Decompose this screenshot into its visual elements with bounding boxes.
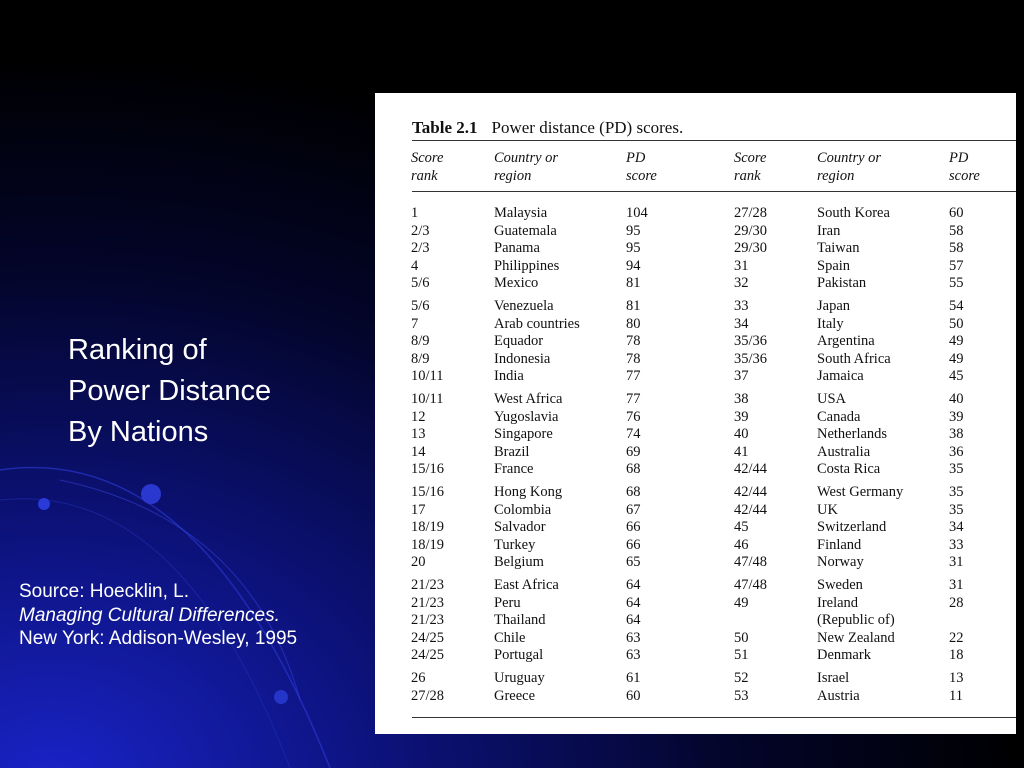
table-cell: Italy (817, 315, 844, 332)
table-cell: 40 (734, 426, 749, 443)
table-cell: 35/36 (734, 333, 768, 350)
table-cell: 10/11 (411, 391, 444, 407)
table-cell: 8/9 (411, 333, 430, 350)
source-citation (19, 580, 297, 651)
column-header: score (949, 168, 980, 184)
table-cell: Equador (494, 333, 544, 350)
table-cell: 51 (734, 647, 749, 664)
bottom-rule (412, 717, 1016, 718)
table-cell: 45 (949, 368, 964, 385)
table-cell: Yugoslavia (494, 408, 559, 425)
table-cell: 39 (734, 408, 749, 425)
table-cell: 47/48 (734, 554, 768, 571)
table-cell: Canada (817, 408, 861, 425)
table-cell: Taiwan (817, 240, 860, 257)
table-cell: 58 (949, 222, 964, 239)
table-cell: 18/19 (411, 519, 445, 536)
table-cell: 50 (734, 629, 749, 646)
table-cell: 64 (626, 594, 641, 611)
table-cell: 63 (626, 629, 641, 646)
column-header: rank (734, 168, 761, 184)
column-header: Country or (494, 150, 559, 166)
table-cell: 47/48 (734, 577, 768, 593)
table-cell: Portugal (494, 647, 544, 664)
table-label: Table 2.1 (412, 118, 478, 137)
table-cell: Brazil (494, 443, 530, 460)
table-cell: India (494, 368, 524, 385)
table-cell: 65 (626, 554, 641, 571)
column-header: Score (734, 150, 767, 166)
table-cell: Israel (817, 670, 850, 686)
table-cell: 49 (734, 594, 749, 611)
table-cell: Arab countries (494, 315, 580, 332)
column-header: Score (411, 150, 444, 166)
table-cell: 74 (626, 426, 641, 443)
column-header: Country or (817, 150, 882, 166)
column-header: region (817, 168, 855, 184)
table-cell: 60 (949, 205, 964, 221)
table-cell: 17 (411, 501, 426, 518)
table-cell: 78 (626, 333, 641, 350)
source-publisher: New York: Addison-Wesley, 1995 (19, 628, 298, 649)
table-cell: Austria (817, 687, 860, 704)
table-cell: 77 (626, 368, 641, 385)
table-cell: 29/30 (734, 222, 768, 239)
table-cell: Thailand (494, 612, 546, 629)
table-cell: 22 (949, 629, 964, 646)
table-cell: 15/16 (411, 461, 445, 478)
table-cell: 38 (734, 391, 749, 407)
table-cell: Malaysia (494, 205, 548, 221)
slide-title (68, 330, 271, 453)
table-cell: Panama (494, 240, 540, 257)
table-cell: Iran (817, 222, 841, 239)
table-cell: 31 (949, 577, 964, 593)
table-cell: 42/44 (734, 501, 768, 518)
table-cell: 35 (949, 461, 964, 478)
table-cell: Peru (494, 594, 521, 611)
table-cell: 21/23 (411, 577, 445, 593)
table-cell: Singapore (494, 426, 553, 443)
table-cell: Salvador (494, 519, 546, 536)
table-cell: 36 (949, 443, 964, 460)
table-cell: 49 (949, 333, 964, 350)
table-cell: 58 (949, 240, 964, 257)
top-rule (412, 140, 1016, 141)
table-cell: 20 (411, 554, 426, 571)
table-cell: Chile (494, 629, 526, 646)
table-cell: 95 (626, 240, 641, 257)
column-header: rank (411, 168, 438, 184)
table-cell: Uruguay (494, 670, 545, 686)
table-cell: 28 (949, 594, 964, 611)
column-header: PD (949, 150, 969, 166)
table-cell: Jamaica (817, 368, 864, 385)
table-cell: West Germany (817, 484, 904, 500)
table-cell: South Africa (817, 350, 891, 367)
table-cell: France (494, 461, 534, 478)
table-cell: 81 (626, 298, 641, 314)
table-cell: 39 (949, 408, 964, 425)
table-cell: 55 (949, 275, 964, 292)
table-cell: Mexico (494, 275, 539, 292)
table-cell: 35 (949, 501, 964, 518)
table-cell: Indonesia (494, 350, 551, 367)
table-cell: West Africa (494, 391, 563, 407)
table-cell: Japan (817, 298, 851, 314)
table-cell: 24/25 (411, 647, 445, 664)
table-cell: 104 (626, 205, 648, 221)
table-cell: 11 (949, 687, 963, 704)
table-cell: 60 (626, 687, 641, 704)
slide-title-line: Power Distance (68, 375, 272, 407)
table-cell: 31 (734, 257, 749, 274)
table-cell: 27/28 (411, 687, 445, 704)
table-cell: Denmark (817, 647, 871, 664)
table-cell: 13 (949, 670, 964, 686)
table-cell: 41 (734, 443, 749, 460)
table-cell: 42/44 (734, 484, 768, 500)
table-cell: Colombia (494, 501, 552, 518)
table-cell: Venezuela (494, 298, 554, 314)
table-cell: 52 (734, 670, 749, 686)
table-cell: 10/11 (411, 368, 444, 385)
table-cell: 13 (411, 426, 426, 443)
column-header: score (626, 168, 657, 184)
source-author: Source: Hoecklin, L. (19, 581, 190, 602)
table-cell: Greece (494, 687, 536, 704)
table-cell: 67 (626, 501, 641, 518)
table-cell: 64 (626, 612, 641, 629)
table-cell: 53 (734, 687, 749, 704)
table-cell: 18/19 (411, 536, 445, 553)
table-cell: 64 (626, 577, 641, 593)
table-cell: 78 (626, 350, 641, 367)
table-cell: 4 (411, 257, 419, 274)
table-cell: 80 (626, 315, 641, 332)
table-cell: 8/9 (411, 350, 430, 367)
table-cell: Sweden (817, 577, 863, 593)
column-header: region (494, 168, 532, 184)
table-cell: Turkey (494, 536, 536, 553)
table-cell: 68 (626, 484, 641, 500)
table-cell: 5/6 (411, 298, 430, 314)
column-header: PD (626, 150, 646, 166)
table-cell: 5/6 (411, 275, 430, 292)
table-cell: New Zealand (817, 629, 895, 646)
table-cell: Guatemala (494, 222, 557, 239)
power-distance-table (375, 93, 1016, 734)
table-cell: 2/3 (411, 222, 430, 239)
header-rule (412, 191, 1016, 192)
table-cell: Ireland (817, 594, 859, 611)
table-cell: Spain (817, 257, 851, 274)
table-cell: 49 (949, 350, 964, 367)
table-cell: 35/36 (734, 350, 768, 367)
table-cell: 33 (949, 536, 964, 553)
table-cell: Pakistan (817, 275, 867, 292)
table-cell: 63 (626, 647, 641, 664)
table-cell: USA (817, 391, 847, 407)
table-cell: 50 (949, 315, 964, 332)
table-cell: UK (817, 501, 838, 518)
table-cell: 7 (411, 315, 419, 332)
table-cell: East Africa (494, 577, 559, 593)
table-cell: 34 (949, 519, 964, 536)
table-cell: 42/44 (734, 461, 768, 478)
table-cell: 94 (626, 257, 641, 274)
table-cell: 69 (626, 443, 641, 460)
table-cell: 76 (626, 408, 641, 425)
table-cell: 21/23 (411, 612, 445, 629)
source-book-title: Managing Cultural Differences. (19, 604, 280, 626)
table-cell: 77 (626, 391, 641, 407)
table-cell: Argentina (817, 333, 875, 350)
table-cell: 12 (411, 408, 426, 425)
table-cell: 21/23 (411, 594, 445, 611)
table-cell: 57 (949, 257, 964, 274)
table-cell: (Republic of) (817, 612, 895, 629)
table-cell: 26 (411, 670, 426, 686)
table-cell: 1 (411, 205, 419, 221)
slide-title-line: Ranking of (68, 334, 207, 366)
table-cell: 14 (411, 443, 426, 460)
table-cell: 27/28 (734, 205, 768, 221)
table-cell: 31 (949, 554, 964, 571)
table-cell: Australia (817, 443, 871, 460)
table-cell: Netherlands (817, 426, 888, 443)
table-cell: Philippines (494, 257, 560, 274)
table-cell: 32 (734, 275, 749, 292)
table-caption-text: Power distance (PD) scores. (491, 118, 684, 137)
table-cell: 66 (626, 519, 641, 536)
table-cell: 34 (734, 315, 749, 332)
table-cell: 81 (626, 275, 641, 292)
table-cell: 45 (734, 519, 749, 536)
table-cell: 18 (949, 647, 964, 664)
table-cell: 54 (949, 298, 964, 314)
table-cell: 38 (949, 426, 964, 443)
table-cell: 68 (626, 461, 641, 478)
table-cell: Costa Rica (817, 461, 881, 478)
table-cell: Norway (817, 554, 864, 571)
table-cell: 24/25 (411, 629, 445, 646)
table-cell: 33 (734, 298, 749, 314)
table-cell: 66 (626, 536, 641, 553)
slide-title-line: By Nations (68, 416, 209, 448)
table-cell: 2/3 (411, 240, 430, 257)
table-cell: Hong Kong (494, 484, 563, 500)
table-cell: Finland (817, 536, 862, 553)
table-cell: 37 (734, 368, 749, 385)
table-cell: 35 (949, 484, 964, 500)
table-cell: 29/30 (734, 240, 768, 257)
table-cell: 95 (626, 222, 641, 239)
table-cell: 46 (734, 536, 749, 553)
table-cell: 15/16 (411, 484, 445, 500)
table-cell: 40 (949, 391, 964, 407)
table-caption (412, 118, 683, 138)
table-cell: South Korea (817, 205, 890, 221)
table-cell: Belgium (494, 554, 544, 571)
table-cell: Switzerland (817, 519, 887, 536)
table-cell: 61 (626, 670, 641, 686)
